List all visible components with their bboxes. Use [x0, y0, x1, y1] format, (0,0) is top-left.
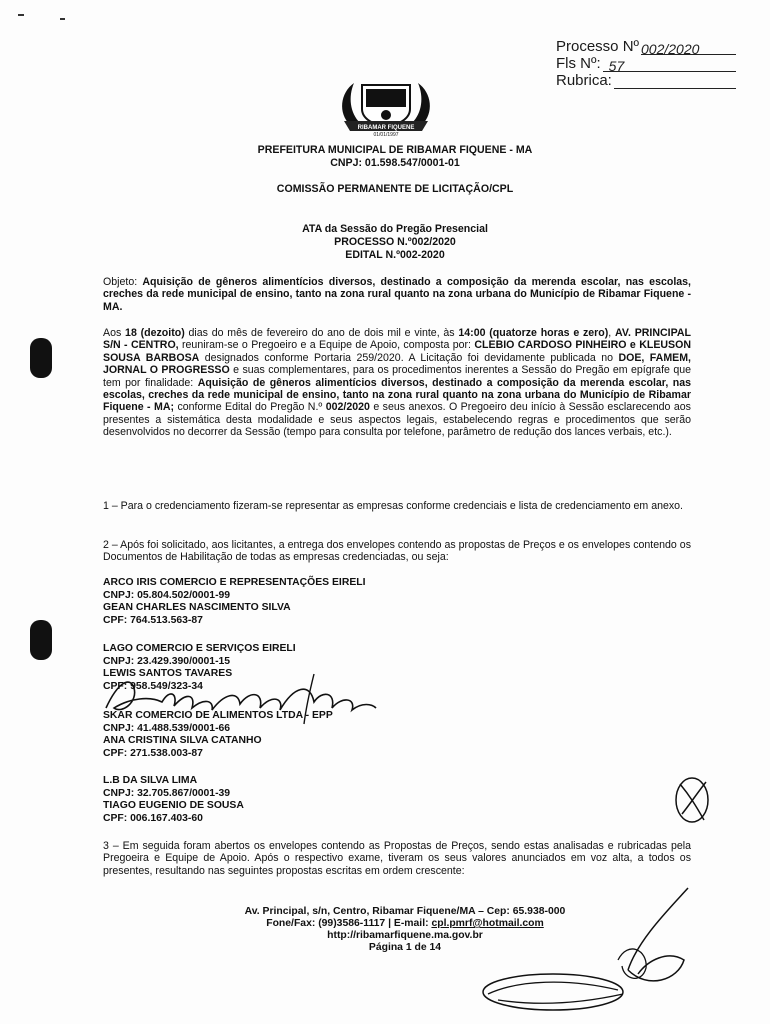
company-cpf: CPF: 958.549/323-34 — [103, 680, 203, 692]
company-name: SKAR COMERCIO DE ALIMENTOS LTDA - EPP — [103, 710, 333, 721]
company-cnpj: CNPJ: 05.804.502/0001-99 — [103, 589, 231, 601]
objeto-text: Aquisição de gêneros alimentícios diversos, destinado a composição da merenda escolar, nas escolas, creches da rede municipal de ensino, tanto na zona rural quanto na zona urbana do Município de Ribamar Fiquene - MA. — [103, 276, 691, 313]
intro-paragraph — [103, 327, 691, 439]
processo-value: 002/2020 — [641, 41, 736, 55]
municipal-coat-of-arms — [330, 75, 442, 137]
left-wreath — [342, 83, 360, 125]
shield-emblem — [381, 110, 391, 120]
company-block — [103, 775, 433, 825]
company-cpf: CPF: 271.538.003-87 — [103, 747, 203, 759]
company-cnpj: CNPJ: 41.488.539/0001-66 — [103, 722, 231, 734]
company-cpf: CPF: 764.513.563-87 — [103, 614, 203, 626]
intro-text: conforme Edital do Pregão N.º — [177, 401, 323, 414]
company-rep: LEWIS SANTOS TAVARES — [103, 668, 233, 680]
right-wreath — [412, 83, 430, 125]
intro-purpose: Aquisição de gêneros alimentícios diversos, destinado a composição da merenda escolar, nas escolas, creches da rede municipal de ensino, tanto na zona rural quanto na zona urbana do Município de Ribamar Fiquene - MA; — [103, 376, 692, 414]
company-cnpj: CNPJ: 32.705.867/0001-39 — [103, 787, 231, 799]
org-cnpj: CNPJ: 01.598.547/0001-01 — [330, 157, 460, 169]
shield-field — [366, 89, 406, 107]
corner-mark — [60, 18, 65, 20]
intro-address: AV. PRINCIPAL S/N - CENTRO, — [103, 327, 692, 352]
company-cpf: CPF: 006.167.403-60 — [103, 812, 203, 824]
ata-title: ATA da Sessão do Pregão Presencial — [302, 223, 488, 235]
edital-number: EDITAL N.º002-2020 — [345, 249, 445, 261]
company-rep: TIAGO EUGENIO DE SOUSA — [103, 800, 244, 812]
logo-date: 01/01/1997 — [373, 132, 399, 137]
rubrica-label: Rubrica: — [556, 72, 612, 89]
item-2: 2 – Após foi solicitado, aos licitantes, a entrega dos envelopes contendo as propostas de Preços e os envelopes contendo os Documentos de Habilitação de todas as empresas credenciadas, ou seja: — [103, 539, 691, 564]
intro-text: Aos — [103, 327, 122, 339]
intro-text: e seus anexos. O Pregoeiro deu início à Sessão esclarecendo aos presentes a sistemática desta modalidade e seus aspectos legais, estabelecendo regras e procedimentos que serão desenvolvidos no decorrer da Sessão (tempo para consulta por telefone, parâmetro de redução dos lances verbais, etc.). — [103, 401, 691, 439]
company-rep: ANA CRISTINA SILVA CATANHO — [103, 735, 262, 747]
logo-text: RIBAMAR FIQUENE — [357, 125, 415, 131]
processo-label: Processo Nº — [556, 38, 640, 55]
intro-day: 18 (dezoito) — [125, 327, 185, 339]
processo-number: PROCESSO N.º002/2020 — [334, 236, 456, 248]
company-name: L.B DA SILVA LIMA — [103, 775, 198, 786]
fls-label: Fls Nº: — [556, 55, 601, 72]
item-3: 3 – Em seguida foram abertos os envelopes contendo as Propostas de Preços, sendo estas analisadas e rubricadas pela Pregoeira e Equipe de Apoio. Após o respectivo exame, tiveram os seus valores anunciados em voz alta, a todos os presentes, resultando nas seguintes propostas escritas em ordem crescente: — [103, 840, 691, 877]
page-number: Página 1 de 14 — [368, 942, 442, 953]
org-name: PREFEITURA MUNICIPAL DE RIBAMAR FIQUENE - MA — [257, 144, 533, 156]
company-block — [103, 577, 433, 627]
fls-value: 57 — [603, 58, 736, 72]
commission-title: COMISSÃO PERMANENTE DE LICITAÇÃO/CPL — [276, 183, 514, 195]
intro-edital: 002/2020 — [325, 401, 370, 414]
binder-hole — [30, 338, 52, 378]
objeto-label: Objeto: — [103, 276, 138, 288]
binder-hole — [30, 620, 52, 660]
representative-signature — [100, 668, 380, 728]
footer-address: Av. Principal, s/n, Centro, Ribamar Fiquene/MA – Cep: 65.938-000 — [244, 906, 566, 917]
company-name: ARCO IRIS COMERCIO E REPRESENTAÇÕES EIRELI — [103, 577, 366, 588]
footer-site-link[interactable]: http://ribamarfiquene.ma.gov.br — [327, 930, 483, 941]
intro-text: , — [608, 327, 612, 339]
intro-text: dias do mês de fevereiro do ano de dois mil e vinte, às — [188, 327, 455, 339]
company-cnpj: CNPJ: 23.429.390/0001-15 — [103, 655, 231, 667]
corner-mark — [18, 14, 24, 16]
intro-text: e suas complementares, para os procedimentos inerentes a Sessão do Pregão em epígrafe que tem por finalidade: — [103, 364, 691, 389]
company-rep: GEAN CHARLES NASCIMENTO SILVA — [103, 602, 291, 614]
protocol-stamp — [556, 38, 736, 89]
rubrica-line — [614, 75, 736, 89]
footer-phone: Fone/Fax: (99)3586-1117 | E-mail: — [266, 918, 429, 929]
company-name: LAGO COMERCIO E SERVIÇOS EIRELI — [103, 643, 296, 654]
intro-team: CLEBIO CARDOSO PINHEIRO e KLEUSON SOUSA BARBOSA — [103, 339, 691, 364]
intro-time: 14:00 (quatorze horas e zero) — [458, 327, 609, 339]
margin-initials — [668, 770, 718, 830]
intro-publications: DOE, FAMEM, JORNAL O PROGRESSO — [103, 351, 691, 377]
objeto-paragraph — [103, 276, 691, 313]
intro-text: designados conforme Portaria 259/2020. A Licitação foi devidamente publicada no — [204, 351, 613, 364]
footer-email-link[interactable]: cpl.pmrf@hotmail.com — [431, 918, 544, 929]
intro-text: reuniram-se o Pregoeiro e a Equipe de Apoio, composta por: — [182, 339, 471, 352]
item-1: 1 – Para o credenciamento fizeram-se representar as empresas conforme credenciais e lista de credenciamento em anexo. — [103, 500, 684, 512]
rubric-signatures — [478, 880, 728, 1020]
